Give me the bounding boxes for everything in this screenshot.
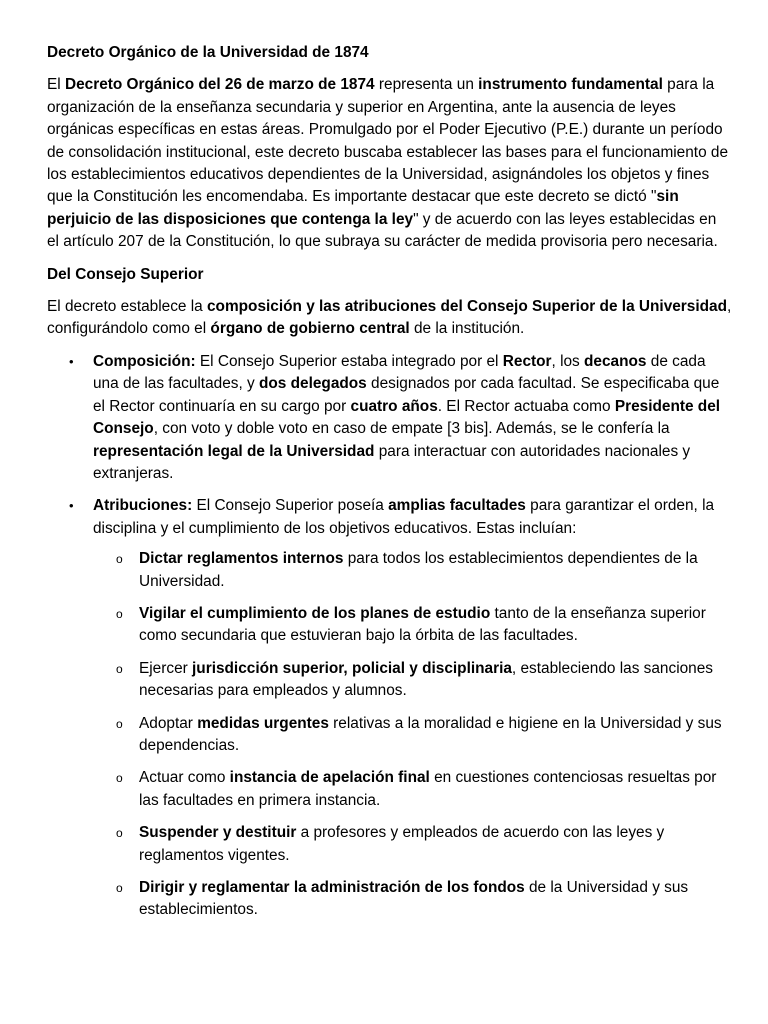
sub-bullet-post: tanto de la enseñanza superior como secundaria que estuvieran bajo la órbita de las facultades. [139,604,706,645]
document-title-text: Decreto Orgánico de la Universidad de 1874 [47,44,369,61]
sub-bullet-symbol: o [116,826,123,841]
composicion-text-7: para interactuar con autoridades nacionales y extranjeras. [93,442,691,482]
atribuciones-text-1: El Consejo Superior poseía [192,497,389,515]
intro-bold-3: sin perjuicio de las disposiciones que contenga la ley [47,188,679,228]
composicion-text-1: El Consejo Superior estaba integrado por el [195,352,503,370]
sub-bullet-post: en cuestiones contenciosas resueltas por las facultades en primera instancia. [139,769,717,809]
intro-text-4: " y de acuerdo con las leyes establecidas en el artículo 207 de la Constitución, lo que subraya su carácter de medida provisoria pero necesaria. [47,210,718,251]
composicion-bold-5: Presidente del Consejo [93,397,721,438]
section-title-text: Del Consejo Superior [47,265,204,283]
section-title [47,264,732,286]
sub-bullet-post: a profesores y empleados de acuerdo con las leyes y reglamentos vigentes. [139,824,665,864]
intro-text-1: El [47,76,65,94]
composicion-text-2: , los [551,352,585,370]
bullet-list [47,351,732,922]
sub-bullet-bold: Dirigir y reglamentar la administración de los fondos [139,879,525,896]
sub-bullet-symbol: o [116,661,123,676]
sub-bullet-post: para todos los establecimientos dependientes de la Universidad. [139,550,698,590]
intro-text-2: representa un [374,76,479,94]
sub-bullet-item [116,877,732,922]
section-intro-text-1: El decreto establece la [47,298,207,316]
intro-paragraph [47,74,732,253]
sub-bullet-symbol: o [116,552,123,567]
composicion-bold-2: decanos [584,352,647,370]
bullet-symbol: • [69,498,74,514]
document-body [47,42,732,932]
bullet-symbol: • [69,353,74,369]
atribuciones-label: Atribuciones: [93,497,193,515]
composicion-bold-4: cuatro años [350,397,438,415]
sub-bullet-symbol: o [116,771,123,786]
sub-bullet-post: de la Universidad y sus establecimientos. [139,879,689,919]
composicion-text-6: , con voto y doble voto en caso de empate [3 bis]. Además, se le confería la [153,420,670,438]
composicion-bold-1: Rector [502,352,552,370]
sub-bullet-post: , estableciendo las sanciones necesarias para empleados y alumnos. [139,659,713,700]
sub-bullet-bold: Vigilar el cumplimiento de los planes de estudio [139,604,491,622]
section-intro-paragraph [47,296,732,341]
sub-bullet-bold: medidas urgentes [197,714,329,732]
sub-bullet-pre: Ejercer [139,659,193,677]
sub-bullet-item [116,548,732,593]
sub-bullet-bold: jurisdicción superior, policial y disciplinaria [192,659,512,677]
sub-bullet-item [116,713,732,758]
composicion-bold-3: dos delegados [258,375,367,393]
composicion-text-4: designados por cada facultad. Se especificaba que el Rector continuaría en su cargo por [93,375,720,415]
sub-bullet-list [93,548,732,922]
section-intro-bold-1: composición y las atribuciones del Consejo Superior de la Universidad [207,298,727,316]
section-intro-text-2: , configurándolo como el [47,298,732,338]
bullet-item-atribuciones [69,495,732,922]
sub-bullet-pre: Actuar como [139,769,230,787]
document-title [47,42,732,64]
sub-bullet-symbol: o [116,881,123,895]
sub-bullet-symbol: o [116,716,123,731]
bullet-item-composicion [69,351,732,485]
sub-bullet-item [116,822,732,867]
intro-bold-1: Decreto Orgánico del 26 de marzo de 1874 [64,76,375,94]
sub-bullet-bold: instancia de apelación final [229,769,430,787]
intro-text-3: para la organización de la enseñanza secundaria y superior en Argentina, ante la ausencia de leyes orgánicas específicas en estas áreas. Promulgado por el Poder Ejecutivo (P.E.) durante un período de consolidación institucional, este decreto buscaba establecer las bases para el funcionamiento de los establecimientos educativos dependientes de la Universidad, asignándoles los objetos y fines que la Constitución les encomendaba. Es importante destacar que este decreto se dictó " [47,76,729,206]
sub-bullet-symbol: o [116,606,123,621]
sub-bullet-item [116,603,732,648]
sub-bullet-bold: Suspender y destituir [139,824,297,842]
composicion-bold-6: representación legal de la Universidad [93,442,375,460]
section-intro-bold-2: órgano de gobierno central [210,320,410,338]
sub-bullet-bold: Dictar reglamentos internos [139,550,344,568]
intro-bold-2: instrumento fundamental [478,76,663,94]
sub-bullet-pre: Adoptar [139,714,198,732]
atribuciones-text-2: para garantizar el orden, la disciplina y el cumplimiento de los objetivos educativos. Estas incluían: [93,497,715,537]
composicion-text-5: . El Rector actuaba como [437,397,615,415]
section-intro-text-3: de la institución. [409,320,525,338]
composicion-label: Composición: [93,352,196,370]
atribuciones-bold-1: amplias facultades [388,497,526,515]
sub-bullet-post: relativas a la moralidad e higiene en la Universidad y sus dependencias. [139,714,722,754]
composicion-text-3: de cada una de las facultades, y [93,352,706,393]
sub-bullet-item [116,658,732,703]
sub-bullet-item [116,767,732,812]
